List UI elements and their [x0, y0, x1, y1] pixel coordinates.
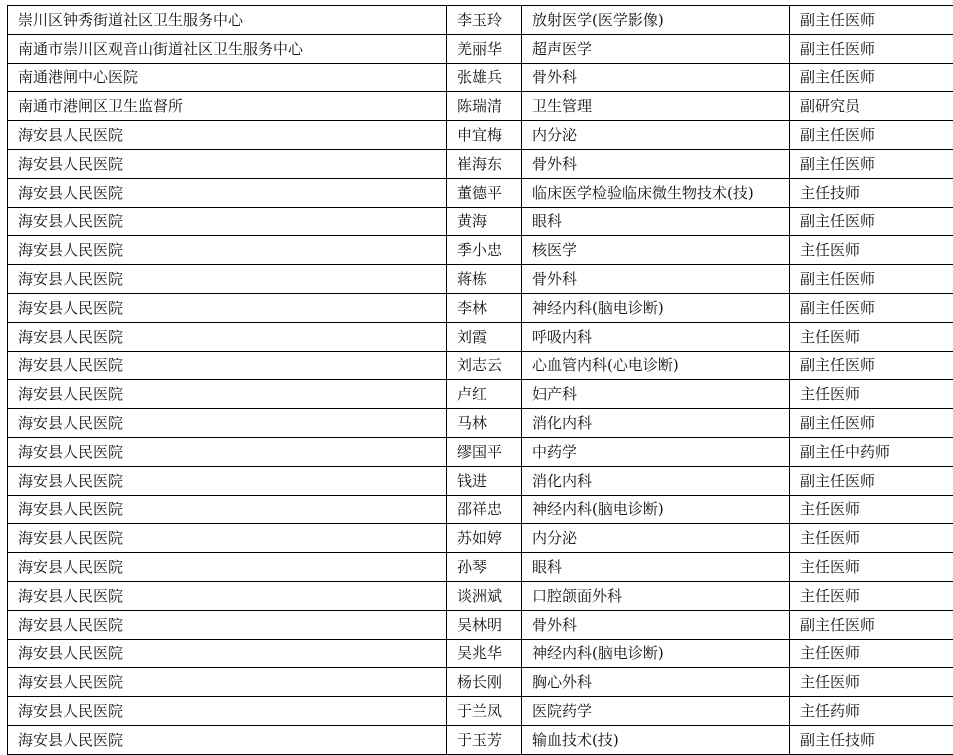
name-cell: 苏如婷: [447, 524, 522, 553]
table-row: [8, 380, 953, 409]
specialty-cell: 神经内科(脑电诊断): [522, 639, 790, 668]
title-cell: 主任技师: [790, 178, 953, 207]
table-row: [8, 466, 953, 495]
title-cell: 副主任医师: [790, 34, 953, 63]
name-cell: 羌丽华: [447, 34, 522, 63]
unit-cell: 海安县人民医院: [8, 495, 447, 524]
name-cell: 杨长刚: [447, 668, 522, 697]
table-row: [8, 351, 953, 380]
title-cell: 主任医师: [790, 322, 953, 351]
specialty-cell: 内分泌: [522, 524, 790, 553]
unit-cell: 南通市崇川区观音山街道社区卫生服务中心: [8, 34, 447, 63]
unit-cell: 海安县人民医院: [8, 351, 447, 380]
name-cell: 钱进: [447, 466, 522, 495]
title-cell: 副主任医师: [790, 265, 953, 294]
unit-cell: 海安县人民医院: [8, 553, 447, 582]
title-cell: 主任医师: [790, 668, 953, 697]
unit-cell: 南通港闸中心医院: [8, 63, 447, 92]
table-row: [8, 92, 953, 121]
name-cell: 谈洲斌: [447, 581, 522, 610]
table-row: [8, 610, 953, 639]
specialty-cell: 骨外科: [522, 265, 790, 294]
table-row: [8, 697, 953, 726]
title-cell: 副主任医师: [790, 610, 953, 639]
title-cell: 副研究员: [790, 92, 953, 121]
specialty-cell: 医院药学: [522, 697, 790, 726]
name-cell: 董德平: [447, 178, 522, 207]
table-body: [8, 6, 953, 755]
table-row: [8, 207, 953, 236]
title-cell: 副主任医师: [790, 63, 953, 92]
title-cell: 主任医师: [790, 553, 953, 582]
table-row: [8, 639, 953, 668]
name-cell: 于玉芳: [447, 725, 522, 754]
name-cell: 于兰凤: [447, 697, 522, 726]
specialty-cell: 眼科: [522, 553, 790, 582]
specialty-cell: 内分泌: [522, 121, 790, 150]
specialty-cell: 呼吸内科: [522, 322, 790, 351]
table-row: [8, 293, 953, 322]
table-row: [8, 178, 953, 207]
unit-cell: 海安县人民医院: [8, 581, 447, 610]
title-cell: 副主任医师: [790, 466, 953, 495]
specialty-cell: 神经内科(脑电诊断): [522, 293, 790, 322]
table-row: [8, 437, 953, 466]
name-cell: 马林: [447, 409, 522, 438]
specialty-cell: 卫生管理: [522, 92, 790, 121]
specialty-cell: 消化内科: [522, 409, 790, 438]
title-cell: 副主任医师: [790, 6, 953, 35]
title-cell: 副主任医师: [790, 207, 953, 236]
unit-cell: 海安县人民医院: [8, 697, 447, 726]
unit-cell: 海安县人民医院: [8, 437, 447, 466]
specialty-cell: 消化内科: [522, 466, 790, 495]
unit-cell: 海安县人民医院: [8, 380, 447, 409]
title-cell: 副主任医师: [790, 121, 953, 150]
specialty-cell: 核医学: [522, 236, 790, 265]
name-cell: 刘霞: [447, 322, 522, 351]
unit-cell: 海安县人民医院: [8, 610, 447, 639]
unit-cell: 海安县人民医院: [8, 322, 447, 351]
name-cell: 陈瑞清: [447, 92, 522, 121]
title-cell: 主任医师: [790, 581, 953, 610]
title-cell: 主任医师: [790, 380, 953, 409]
personnel-table: [7, 5, 953, 755]
title-cell: 主任医师: [790, 236, 953, 265]
specialty-cell: 临床医学检验临床微生物技术(技): [522, 178, 790, 207]
unit-cell: 南通市港闸区卫生监督所: [8, 92, 447, 121]
specialty-cell: 放射医学(医学影像): [522, 6, 790, 35]
specialty-cell: 口腔颌面外科: [522, 581, 790, 610]
unit-cell: 海安县人民医院: [8, 265, 447, 294]
name-cell: 卢红: [447, 380, 522, 409]
title-cell: 主任医师: [790, 495, 953, 524]
unit-cell: 海安县人民医院: [8, 236, 447, 265]
title-cell: 主任医师: [790, 639, 953, 668]
title-cell: 副主任医师: [790, 149, 953, 178]
unit-cell: 海安县人民医院: [8, 293, 447, 322]
unit-cell: 海安县人民医院: [8, 524, 447, 553]
name-cell: 刘志云: [447, 351, 522, 380]
title-cell: 副主任医师: [790, 293, 953, 322]
specialty-cell: 骨外科: [522, 610, 790, 639]
name-cell: 吴林明: [447, 610, 522, 639]
title-cell: 副主任医师: [790, 409, 953, 438]
table-row: [8, 524, 953, 553]
specialty-cell: 妇产科: [522, 380, 790, 409]
name-cell: 李玉玲: [447, 6, 522, 35]
title-cell: 副主任中药师: [790, 437, 953, 466]
table-row: [8, 6, 953, 35]
table-row: [8, 236, 953, 265]
table-row: [8, 121, 953, 150]
specialty-cell: 心血管内科(心电诊断): [522, 351, 790, 380]
name-cell: 黄海: [447, 207, 522, 236]
table-row: [8, 725, 953, 754]
specialty-cell: 中药学: [522, 437, 790, 466]
specialty-cell: 骨外科: [522, 63, 790, 92]
specialty-cell: 神经内科(脑电诊断): [522, 495, 790, 524]
unit-cell: 海安县人民医院: [8, 149, 447, 178]
specialty-cell: 胸心外科: [522, 668, 790, 697]
name-cell: 张雄兵: [447, 63, 522, 92]
unit-cell: 海安县人民医院: [8, 121, 447, 150]
title-cell: 副主任技师: [790, 725, 953, 754]
title-cell: 主任药师: [790, 697, 953, 726]
table-row: [8, 668, 953, 697]
name-cell: 季小忠: [447, 236, 522, 265]
name-cell: 申宜梅: [447, 121, 522, 150]
name-cell: 崔海东: [447, 149, 522, 178]
title-cell: 主任医师: [790, 524, 953, 553]
table-row: [8, 63, 953, 92]
table-row: [8, 495, 953, 524]
name-cell: 邵祥忠: [447, 495, 522, 524]
specialty-cell: 超声医学: [522, 34, 790, 63]
unit-cell: 海安县人民医院: [8, 668, 447, 697]
unit-cell: 海安县人民医院: [8, 725, 447, 754]
specialty-cell: 输血技术(技): [522, 725, 790, 754]
name-cell: 李林: [447, 293, 522, 322]
table-row: [8, 409, 953, 438]
unit-cell: 海安县人民医院: [8, 409, 447, 438]
specialty-cell: 眼科: [522, 207, 790, 236]
name-cell: 孙琴: [447, 553, 522, 582]
unit-cell: 海安县人民医院: [8, 207, 447, 236]
name-cell: 蒋栋: [447, 265, 522, 294]
table-row: [8, 553, 953, 582]
table-row: [8, 322, 953, 351]
unit-cell: 崇川区钟秀街道社区卫生服务中心: [8, 6, 447, 35]
unit-cell: 海安县人民医院: [8, 466, 447, 495]
unit-cell: 海安县人民医院: [8, 178, 447, 207]
specialty-cell: 骨外科: [522, 149, 790, 178]
table-row: [8, 34, 953, 63]
name-cell: 缪国平: [447, 437, 522, 466]
table-row: [8, 149, 953, 178]
title-cell: 副主任医师: [790, 351, 953, 380]
table-row: [8, 265, 953, 294]
name-cell: 吴兆华: [447, 639, 522, 668]
table-row: [8, 581, 953, 610]
unit-cell: 海安县人民医院: [8, 639, 447, 668]
